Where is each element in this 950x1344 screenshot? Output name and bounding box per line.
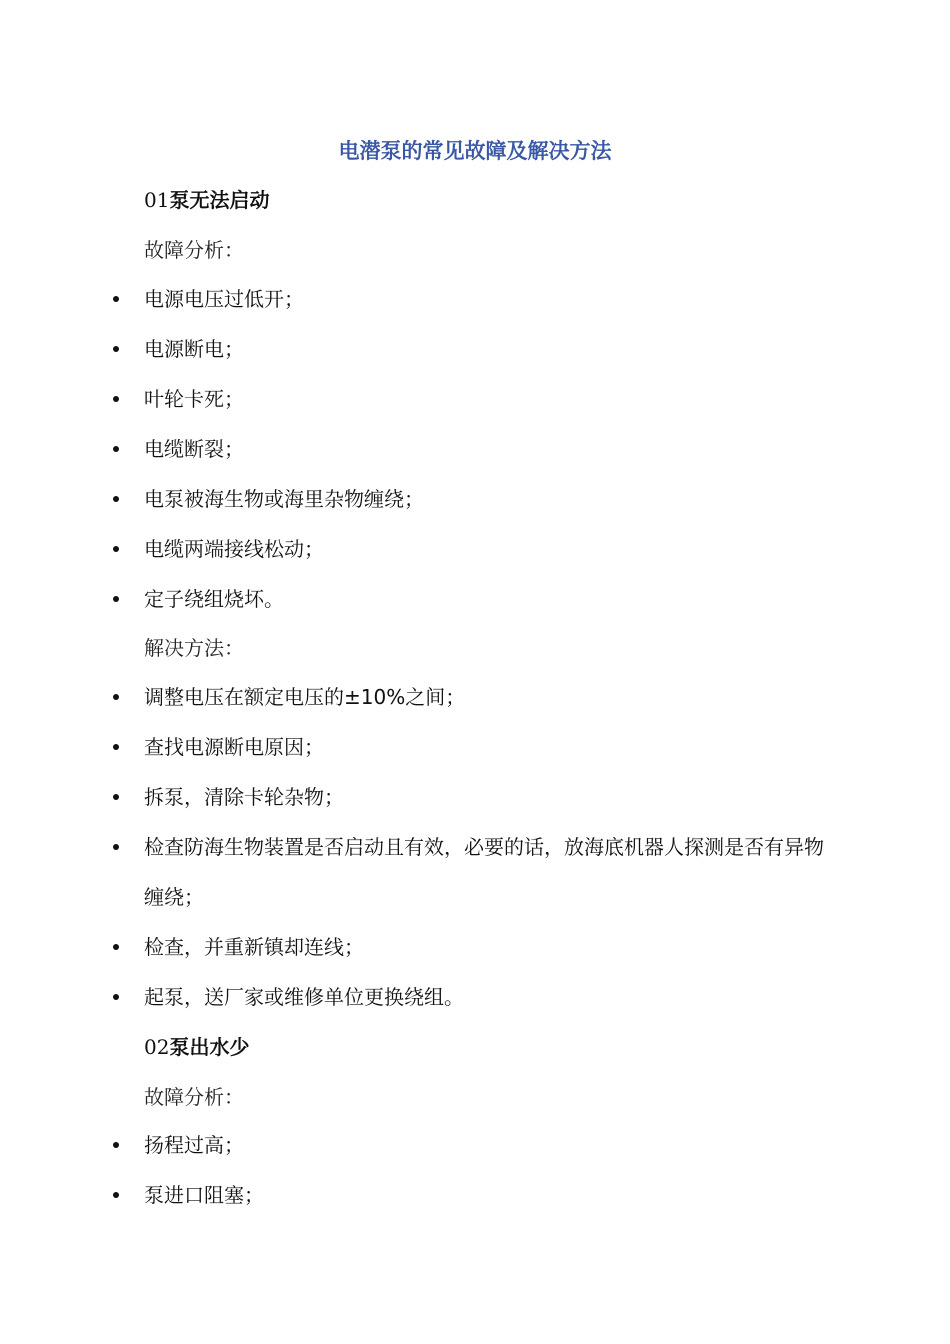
list-item-text: 拆泵，清除卡轮杂物；: [144, 785, 344, 809]
list-item-text: 定子绕组烧坏。: [144, 587, 284, 611]
analysis-label: 故障分析：: [144, 1085, 244, 1109]
list-item-text: 泵进口阻塞；: [144, 1183, 264, 1207]
bullet-icon: [113, 596, 119, 602]
bullet-icon: [113, 794, 119, 800]
section-heading-02: [144, 1027, 249, 1077]
list-item-text: 电泵被海生物或海里杂物缠绕；: [144, 487, 424, 511]
list-item-text: 调整电压在额定电压的±10%之间；: [144, 685, 466, 709]
list-item-text: 查找电源断电原因；: [144, 735, 324, 759]
section-title: 泵无法启动: [169, 188, 270, 212]
list-item-text: 电源电压过低开；: [144, 287, 304, 311]
document-title: 电潜泵的常见故障及解决方法: [338, 138, 612, 163]
section-number: 02: [144, 1035, 170, 1059]
list-item-text: 电源断电；: [144, 337, 244, 361]
bullet-icon: [113, 844, 119, 850]
bullet-icon: [113, 994, 119, 1000]
list-item-text: 叶轮卡死；: [144, 387, 244, 411]
list-item-text: 电缆两端接线松动；: [144, 537, 324, 561]
analysis-label: 故障分析：: [144, 238, 244, 262]
list-item-text: 扬程过高；: [144, 1133, 244, 1157]
section-number: 01: [144, 188, 170, 212]
solution-label: 解决方法：: [144, 636, 244, 660]
bullet-icon: [113, 496, 119, 502]
bullet-icon: [113, 446, 119, 452]
bullet-icon: [113, 1142, 119, 1148]
section-title: 泵出水少: [169, 1035, 250, 1059]
list-item-text: 起泵，送厂家或维修单位更换绕组。: [144, 985, 464, 1009]
bullet-icon: [113, 396, 119, 402]
bullet-icon: [113, 944, 119, 950]
bullet-icon: [113, 546, 119, 552]
list-item-text: 检查，并重新镇却连线；: [144, 935, 364, 959]
bullet-icon: [113, 744, 119, 750]
bullet-icon: [113, 296, 119, 302]
bullet-icon: [113, 1192, 119, 1198]
list-item-text: 电缆断裂；: [144, 437, 244, 461]
bullet-icon: [113, 694, 119, 700]
list-item-text: 检查防海生物装置是否启动且有效，必要的话，放海底机器人探测是否有异物缠绕；: [144, 835, 824, 909]
bullet-icon: [113, 346, 119, 352]
section-heading-01: [144, 180, 269, 230]
